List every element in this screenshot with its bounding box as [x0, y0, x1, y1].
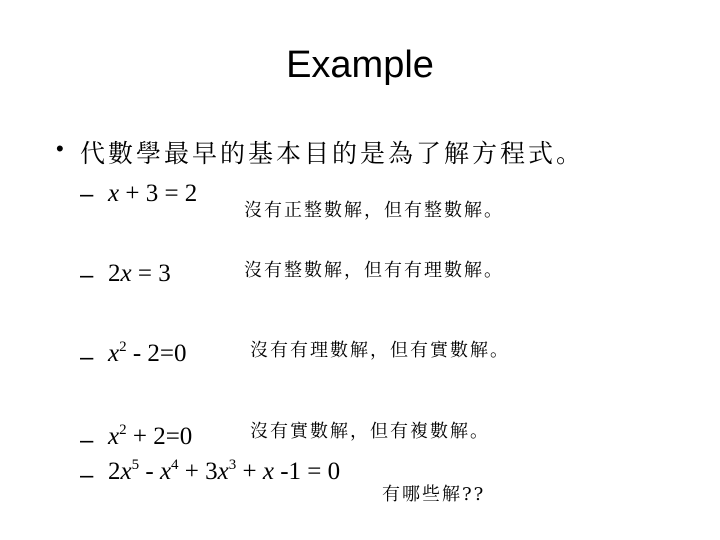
bullet-text: 代數學最早的基本目的是為了解方程式。 [80, 139, 585, 168]
exponent: 2 [119, 422, 127, 438]
equation-text: + 2=0 [126, 423, 193, 450]
dash-marker: – [80, 344, 94, 371]
note-2: 沒有整數解，但有有理數解。 [244, 260, 504, 281]
dash-marker: – [80, 462, 94, 489]
var-x: x [159, 458, 172, 485]
equation-text: 2 [108, 458, 121, 485]
equation-text: = 3 [131, 260, 171, 287]
bullet-dot: • [56, 136, 64, 161]
equation-text: 2 [108, 260, 121, 287]
equation-2 [108, 260, 171, 288]
equation-text: - [139, 458, 160, 485]
exponent: 5 [131, 457, 140, 473]
equation-1 [108, 180, 197, 208]
slide-title: Example [286, 44, 434, 86]
var-x: x [262, 458, 274, 485]
equation-text: -1 = 0 [273, 458, 341, 485]
equation-4 [108, 423, 192, 451]
note-4: 沒有實數解，但有複數解。 [250, 421, 490, 442]
exponent: 3 [228, 457, 237, 473]
equation-text: + 3 = 2 [119, 180, 198, 207]
var-x: x [120, 458, 132, 485]
note-1: 沒有正整數解，但有整數解。 [244, 200, 504, 221]
equation-text: + [236, 458, 263, 485]
equation-text: + 3 [178, 458, 218, 485]
equation-text: - 2=0 [126, 340, 187, 367]
var-x: x [120, 260, 132, 287]
exponent: 4 [171, 457, 179, 473]
var-x: x [217, 458, 229, 485]
var-x: x [108, 340, 120, 367]
note-3: 沒有有理數解，但有實數解。 [250, 340, 510, 361]
exponent: 2 [119, 339, 127, 355]
dash-marker: – [80, 262, 94, 289]
dash-marker: – [80, 427, 94, 454]
var-x: x [108, 423, 120, 450]
var-x: x [108, 180, 120, 207]
equation-3 [108, 340, 187, 368]
note-5: 有哪些解?? [382, 484, 486, 505]
dash-marker: – [80, 181, 94, 208]
equation-5 [108, 458, 340, 486]
